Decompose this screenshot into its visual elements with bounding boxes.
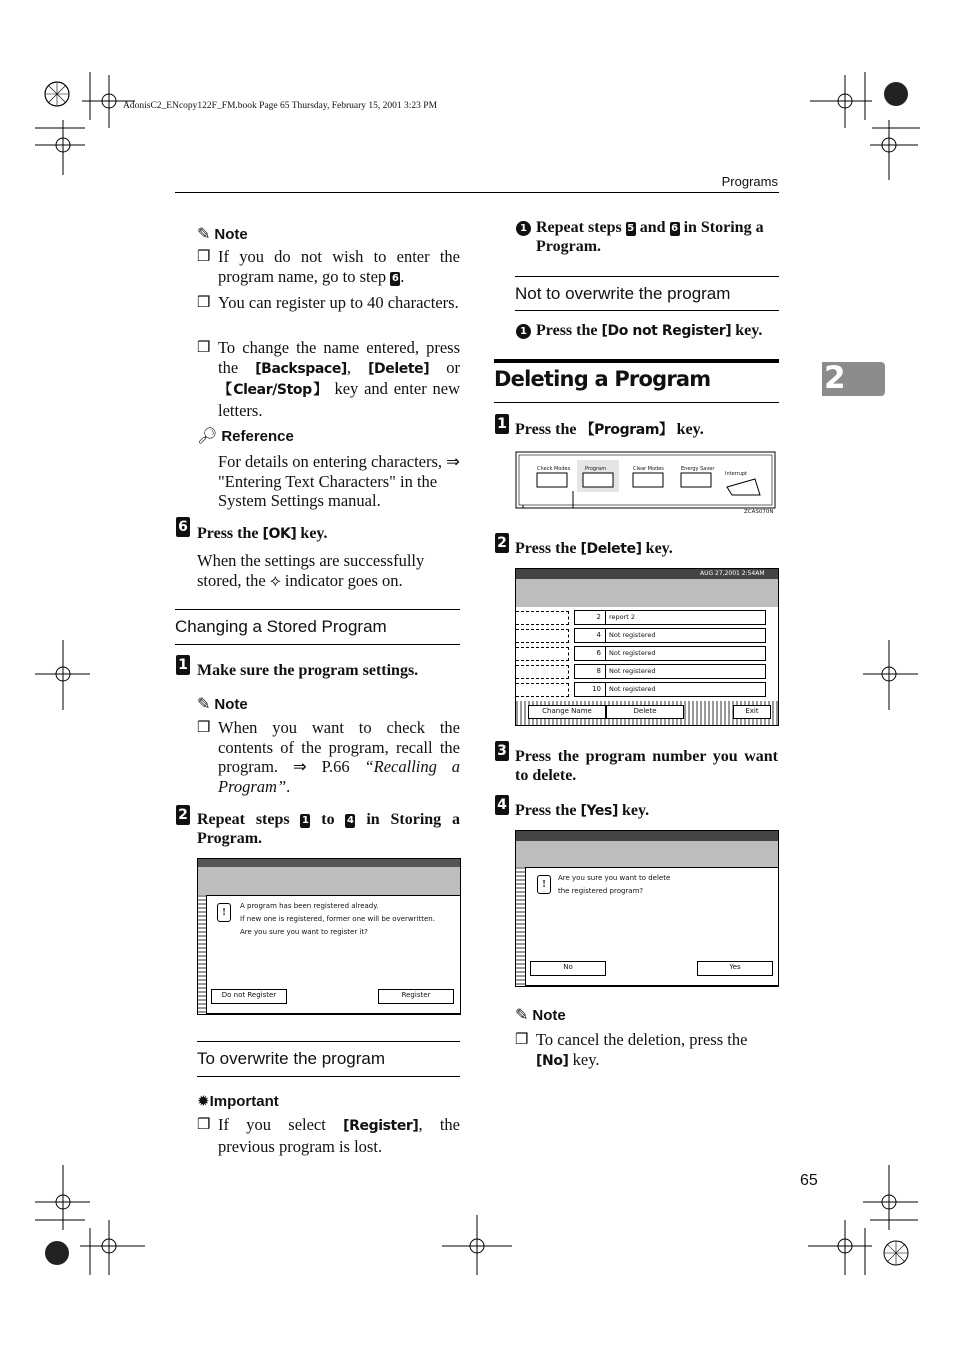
step-6-body: When the settings are successfully stored, the ⟡ indicator goes on. (197, 551, 425, 590)
note1-item2: You can register up to 40 characters. (218, 293, 459, 312)
note1-item3: To change the name entered, press the [Backspace], [Delete] or 【Clear/Stop】 key and enter new letters. (218, 338, 461, 420)
step-b3-number: 3 (495, 741, 509, 761)
step-a2-text: Repeat steps 1 to 4 in Storing a Program. (197, 811, 461, 847)
step-b2-text: Press the [Delete] key. (515, 540, 673, 557)
step-a2-number: 2 (176, 805, 190, 825)
program-row-left-cell (516, 665, 569, 679)
step-6-number: 6 (176, 517, 190, 537)
overwrite-heading: To overwrite the program (197, 1049, 386, 1068)
clear-modes-label: Clear Modes (633, 466, 664, 472)
checkbox-bullet-icon: ❒ (197, 340, 211, 356)
step-b1-text: Press the 【Program】 key. (515, 421, 704, 438)
program-row-left-cell (516, 611, 569, 625)
register-button: Register (378, 989, 454, 1004)
checkbox-bullet-icon: ❒ (515, 1032, 529, 1048)
program-row-left-cell (516, 647, 569, 661)
step-a1-number: 1 (176, 655, 190, 675)
delete-button: Delete (606, 705, 684, 719)
program-row-button (574, 628, 766, 643)
program-number: 6 (596, 649, 601, 657)
section-rule-thick (494, 359, 779, 363)
step-b1-number: 1 (495, 414, 509, 434)
checkbox-bullet-icon: ❒ (197, 295, 211, 311)
checkbox-bullet-icon: ❒ (197, 249, 211, 265)
program-label: Program (585, 466, 607, 472)
check-modes-label: Check Modes (537, 466, 571, 472)
step-b4-number: 4 (495, 795, 509, 815)
step-b3-text: Press the program number you want to delete. (515, 748, 778, 784)
running-head: Programs (721, 174, 778, 189)
file-info: AdonisC2_ENcopy122F_FM.book Page 65 Thursday, February 15, 2001 3:23 PM (123, 101, 438, 111)
delete-confirm-screen: ! Are you sure you want to delete the registered program? No Yes (515, 830, 779, 987)
warning-icon: ! (217, 903, 231, 922)
program-name: Not registered (609, 667, 656, 675)
substep-1-icon: 1 (516, 221, 531, 236)
header-rule (175, 192, 779, 193)
screen-date: AUG 27,2001 2:54AM (700, 570, 765, 577)
substep-1-icon: 1 (516, 324, 531, 339)
change-name-button: Change Name (528, 705, 606, 719)
important-title: ✹Important (197, 1093, 279, 1110)
program-row-button (574, 610, 766, 625)
program-number: 10 (592, 685, 601, 693)
pencil-icon: ✎ (197, 226, 211, 243)
program-row-button (574, 682, 766, 697)
exit-button: Exit (733, 705, 771, 719)
page-number: 65 (800, 1172, 818, 1189)
step-a1-text: Make sure the program settings. (197, 662, 419, 679)
program-row (516, 681, 778, 697)
note2-item1: When you want to check the contents of the program, recall the program. ⇒ P.66 “Recalling a Program”. (218, 718, 461, 796)
note3-text: To cancel the deletion, press the [No] key. (536, 1030, 748, 1069)
program-list-screen (515, 568, 779, 726)
control-panel-illustration (515, 451, 777, 518)
press-dnr-text: Press the [Do not Register] key. (536, 322, 763, 339)
important-text: If you select [Register], the previous program is lost. (218, 1115, 460, 1156)
program-number: 4 (596, 631, 601, 639)
step-6-text: Press the [OK] key. (197, 525, 328, 542)
program-name: Not registered (609, 631, 656, 639)
do-not-register-button: Do not Register (211, 989, 287, 1004)
register-confirm-screen: ! A program has been registered already. If new one is registered, former one will be overwritten. Are you sure you want to register it? Do not Register Register (197, 858, 461, 1015)
program-row (516, 663, 778, 679)
step-b2-number: 2 (495, 533, 509, 553)
program-number: 2 (596, 613, 601, 621)
reference-title: 🔎︎ Reference (197, 428, 294, 445)
program-row-button (574, 646, 766, 661)
program-row (516, 627, 778, 643)
important-icon: ✹ (197, 1094, 210, 1110)
yes-button: Yes (697, 961, 773, 976)
energy-saver-label: Energy Saver (681, 466, 715, 472)
note2-title: ✎ Note (197, 696, 248, 713)
program-indicator-icon: ⟡ (269, 570, 281, 590)
program-name: Not registered (609, 685, 656, 693)
note1-title: ✎ Note (197, 226, 248, 243)
control-panel-drawing (515, 451, 777, 518)
program-row-left-cell (516, 629, 569, 643)
program-row-button (574, 664, 766, 679)
pencil-icon: ✎ (515, 1007, 529, 1024)
reference-text: For details on entering characters, ⇒ "Entering Text Characters" in the System Settings manual. (218, 452, 460, 510)
program-name: report 2 (609, 613, 636, 621)
magnifier-icon: 🔎︎ (197, 428, 218, 445)
program-row (516, 609, 778, 625)
panel-code: ZCAS070N (744, 509, 774, 515)
pencil-icon: ✎ (197, 696, 211, 713)
no-button: No (530, 961, 606, 976)
checkbox-bullet-icon: ❒ (197, 720, 211, 736)
chapter-number: 2 (824, 360, 846, 396)
program-row (516, 645, 778, 661)
program-row-left-cell (516, 683, 569, 697)
step-b4-text: Press the [Yes] key. (515, 802, 650, 819)
interrupt-label: Interrupt (725, 471, 748, 477)
note3-title: ✎ Note (515, 1007, 566, 1024)
checkbox-bullet-icon: ❒ (197, 1117, 211, 1133)
program-name: Not registered (609, 649, 656, 657)
chapter-tab (822, 362, 885, 396)
changing-heading: Changing a Stored Program (175, 617, 387, 636)
repeat-steps-text: Repeat steps 5 and 6 in Storing a Program. (536, 219, 764, 255)
not-overwrite-heading: Not to overwrite the program (515, 284, 731, 303)
section-title: Deleting a Program (494, 367, 711, 391)
note1-item1: If you do not wish to enter the program name, go to step 6. (218, 247, 460, 286)
program-number: 8 (596, 667, 601, 675)
warning-icon: ! (537, 875, 551, 894)
